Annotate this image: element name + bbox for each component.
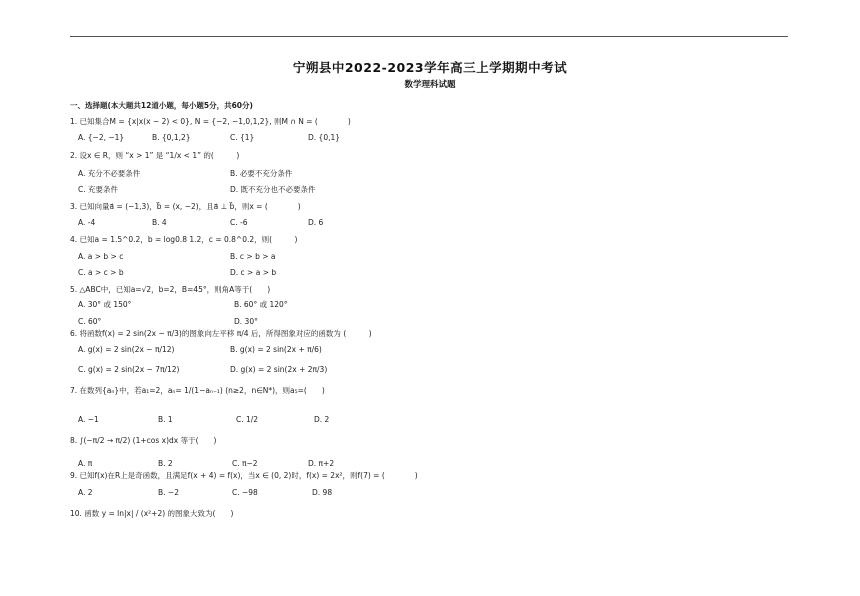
question-stem-10: 10. 函数 y = ln|x| / (x²+2) 的图象大致为( ) xyxy=(70,509,234,518)
q7-option-a: A. −1 xyxy=(78,415,99,424)
q8-option-d: D. π+2 xyxy=(308,459,335,468)
q1-option-d: D. {0,1} xyxy=(308,133,341,142)
q2-option-a: A. 充分不必要条件 xyxy=(78,169,141,178)
page-title: 宁朔县中2022-2023学年高三上学期期中考试 xyxy=(292,60,568,75)
q2-option-c: C. 充要条件 xyxy=(78,185,119,194)
q3-option-b: B. 4 xyxy=(152,218,167,227)
q5-option-b: B. 60° 或 120° xyxy=(234,300,288,309)
q4-option-d: D. c > a > b xyxy=(230,268,277,277)
question-stem-2: 2. 设x ∈ R，则 “x > 1” 是 “1/x < 1” 的( ) xyxy=(70,151,240,160)
question-stem-9: 9. 已知f(x)在R上是奇函数，且满足f(x + 4) = f(x)，当x ∈ (0, 2)时，f(x) = 2x²，则f(7) = ( ) xyxy=(70,471,418,480)
q6-option-b: B. g(x) = 2 sin(2x + π/6) xyxy=(230,345,322,354)
q8-option-b: B. 2 xyxy=(158,459,173,468)
q5-option-a: A. 30° 或 150° xyxy=(78,300,132,309)
q1-option-b: B. {0,1,2} xyxy=(152,133,191,142)
q1-option-c: C. {1} xyxy=(230,133,255,142)
q3-option-a: A. -4 xyxy=(78,218,96,227)
page-subtitle: 数学理科试题 xyxy=(404,80,456,90)
q9-option-a: A. 2 xyxy=(78,488,93,497)
header-rule xyxy=(70,36,788,37)
q1-option-a: A. {−2, −1} xyxy=(78,133,125,142)
q9-option-c: C. −98 xyxy=(232,488,258,497)
q9-option-d: D. 98 xyxy=(312,488,333,497)
question-stem-6: 6. 将函数f(x) = 2 sin(2x − π/3)的图象向左平移 π/4 后，所得图象对应的函数为 ( ) xyxy=(70,329,372,338)
q6-option-c: C. g(x) = 2 sin(2x − 7π/12) xyxy=(78,365,180,374)
q4-option-b: B. c > b > a xyxy=(230,252,276,261)
question-stem-5: 5. △ABC中，已知a=√2，b=2，B=45°，则角A等于( ) xyxy=(70,285,271,294)
q4-option-c: C. a > c > b xyxy=(78,268,124,277)
q7-option-d: D. 2 xyxy=(314,415,330,424)
question-stem-8: 8. ∫(−π/2 → π/2) (1+cos x)dx 等于( ) xyxy=(70,436,217,445)
q6-option-d: D. g(x) = 2 sin(2x + 2π/3) xyxy=(230,365,328,374)
q5-option-c: C. 60° xyxy=(78,317,102,326)
q4-option-a: A. a > b > c xyxy=(78,252,124,261)
question-stem-4: 4. 已知a = 1.5^0.2，b = log0.8 1.2，c = 0.8^0.2，则( ) xyxy=(70,235,298,244)
section-heading: 一、选择题(本大题共12道小题，每小题5分，共60分) xyxy=(70,101,253,110)
q7-option-c: C. 1/2 xyxy=(236,415,259,424)
q6-option-a: A. g(x) = 2 sin(2x − π/12) xyxy=(78,345,175,354)
q7-option-b: B. 1 xyxy=(158,415,173,424)
q5-option-d: D. 30° xyxy=(234,317,258,326)
q9-option-b: B. −2 xyxy=(158,488,179,497)
q8-option-a: A. π xyxy=(78,459,93,468)
question-stem-3: 3. 已知向量a⃗ = (−1,3)，b⃗ = (x, −2)，且a⃗ ⊥ b⃗，则x = ( ) xyxy=(70,202,301,211)
q3-option-c: C. -6 xyxy=(230,218,248,227)
question-stem-1: 1. 已知集合M = {x|x(x − 2) < 0}, N = {−2, −1,0,1,2}, 则M ∩ N = ( ) xyxy=(70,117,351,126)
q2-option-b: B. 必要不充分条件 xyxy=(230,169,293,178)
q2-option-d: D. 既不充分也不必要条件 xyxy=(230,185,316,194)
question-stem-7: 7. 在数列{aₙ}中，若a₁=2，aₙ= 1/(1−aₙ₋₁) (n≥2，n∈N*)，则a₅=( ) xyxy=(70,386,325,395)
q3-option-d: D. 6 xyxy=(308,218,324,227)
q8-option-c: C. π−2 xyxy=(232,459,258,468)
